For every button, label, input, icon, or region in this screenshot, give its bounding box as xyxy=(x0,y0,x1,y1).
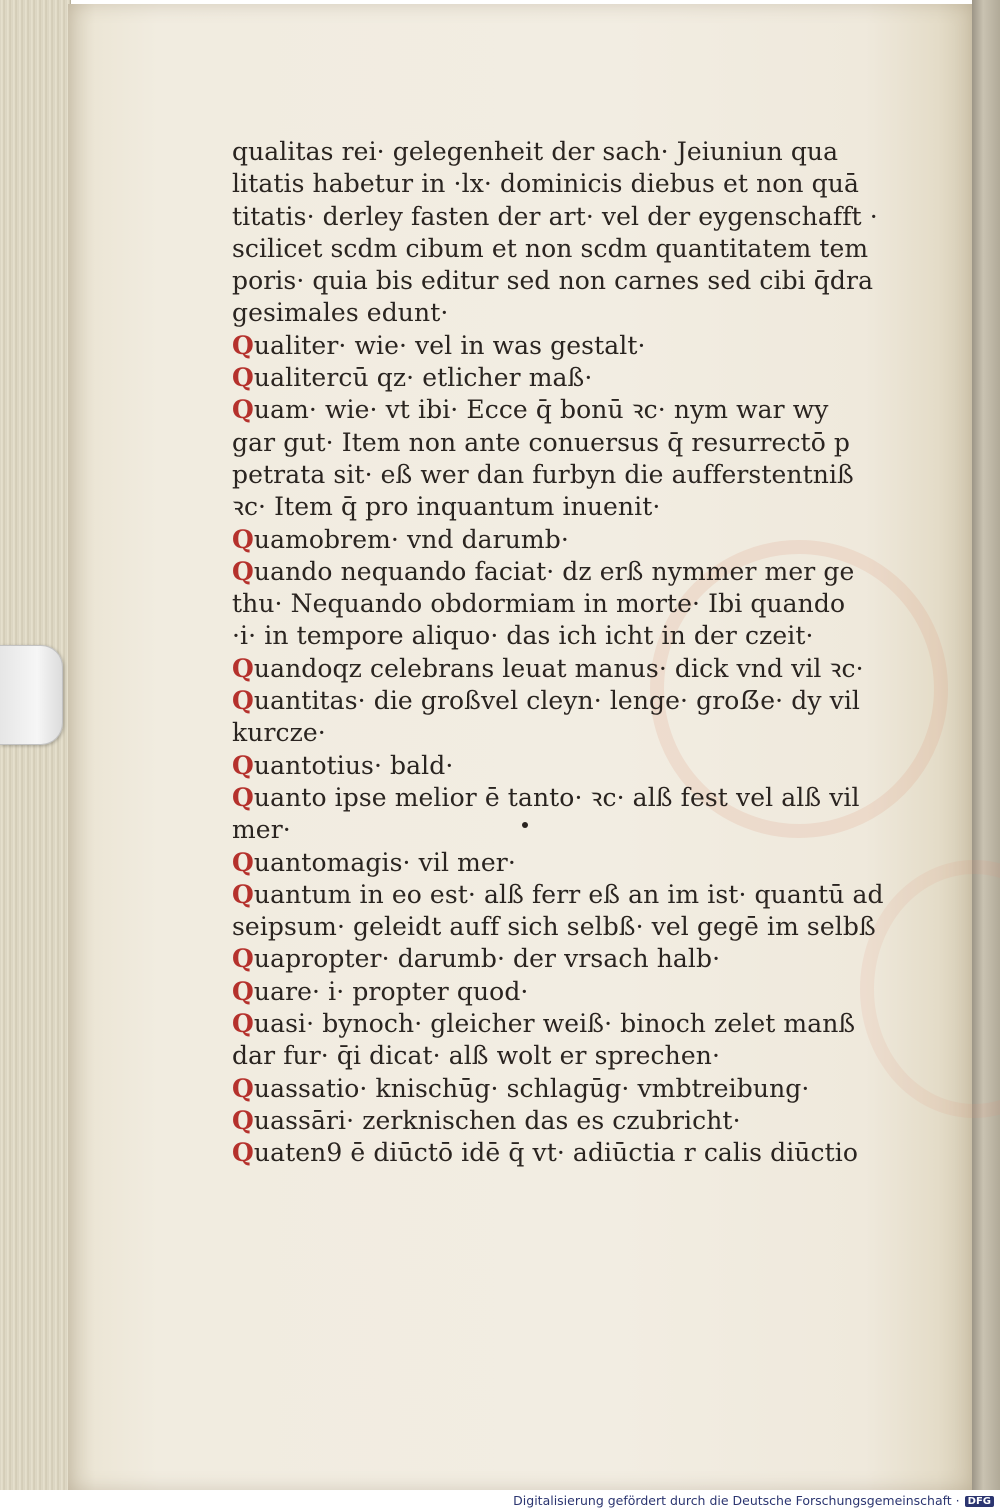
rubricated-initial: Q xyxy=(232,686,254,716)
text-line xyxy=(232,427,880,459)
line-text: dar fur· q̄i dicat· alß wolt er sprechen· xyxy=(232,1041,720,1071)
text-line xyxy=(232,265,880,297)
page-edges xyxy=(0,0,71,1490)
line-text: thu· Nequando obdormiam in morte· Ibi quando xyxy=(232,589,846,619)
text-line xyxy=(232,524,880,556)
line-text: uantotius· bald· xyxy=(253,750,454,780)
line-text: uantum in eo est· alß ferr eß an im ist· quantū ad xyxy=(253,879,884,909)
rubricated-initial: Q xyxy=(232,1105,254,1135)
text-line xyxy=(232,297,880,329)
line-text: uamobrem· vnd darumb· xyxy=(253,524,569,554)
line-text: gar gut· Item non ante conuersus q̄ resurrectō p xyxy=(232,427,850,457)
funding-credit xyxy=(513,1493,994,1508)
text-line xyxy=(232,1137,880,1169)
rubricated-initial: Q xyxy=(232,1073,254,1103)
text-line xyxy=(232,943,880,975)
line-text: mer· xyxy=(232,815,291,845)
text-line xyxy=(232,1040,880,1072)
text-line xyxy=(232,911,880,943)
text-line xyxy=(232,782,880,814)
text-line xyxy=(232,653,880,685)
line-text: uandoqz celebrans leuat manus· dick vnd vil ꝛc· xyxy=(253,653,864,683)
ink-dot xyxy=(522,822,528,828)
text-line xyxy=(232,717,880,749)
rubricated-initial: Q xyxy=(232,524,254,554)
line-text: ualiter· wie· vel in was gestalt· xyxy=(253,330,646,360)
text-line xyxy=(232,1073,880,1105)
line-text: petrata sit· eß wer dan furbyn die aufferstentniß xyxy=(232,459,854,489)
rubricated-initial: Q xyxy=(232,653,254,683)
line-text: uanto ipse melior ē tanto· ꝛc· alß fest vel alß vil xyxy=(253,782,860,812)
rubricated-initial: Q xyxy=(232,879,254,909)
text-line xyxy=(232,620,880,652)
rubricated-initial: Q xyxy=(232,750,254,780)
line-text: uantomagis· vil mer· xyxy=(253,847,516,877)
text-line xyxy=(232,879,884,911)
page-text xyxy=(232,136,884,1170)
text-line xyxy=(232,588,880,620)
line-text: gesimales edunt· xyxy=(232,298,449,328)
line-text: uantitas· die großvel cleyn· lenge· groẞe· dy vil xyxy=(253,686,861,716)
text-line xyxy=(232,168,880,200)
text-line xyxy=(232,685,880,717)
rubricated-initial: Q xyxy=(232,330,254,360)
rubricated-initial: Q xyxy=(232,976,254,1006)
text-line xyxy=(232,394,880,426)
dfg-logo: DFG xyxy=(965,1496,994,1507)
line-text: poris· quia bis editur sed non carnes sed cibi q̄dra xyxy=(232,266,874,296)
text-line xyxy=(232,136,880,168)
credit-text: Digitalisierung gefördert durch die Deutsche Forschungsgemeinschaft · xyxy=(513,1493,960,1508)
text-line xyxy=(232,233,880,265)
line-text: qualitas rei· gelegenheit der sach· Jeiuniun qua xyxy=(232,137,839,166)
rubricated-initial: Q xyxy=(232,363,254,393)
line-text: uando nequando faciat· dz erß nymmer mer ge xyxy=(253,556,855,586)
line-text: uasi· bynoch· gleicher weiß· binoch zelet manß xyxy=(253,1009,856,1039)
text-line xyxy=(232,976,880,1008)
line-text: ·i· in tempore aliquo· das ich icht in der czeit· xyxy=(232,621,814,651)
rubricated-initial: Q xyxy=(232,1009,254,1039)
text-line xyxy=(232,330,880,362)
line-text: litatis habetur in ·lx· dominicis diebus et non quā xyxy=(232,169,859,199)
text-line xyxy=(232,556,880,588)
book-clip xyxy=(0,645,63,745)
rubricated-initial: Q xyxy=(232,1138,254,1168)
text-line xyxy=(232,1008,880,1040)
rubricated-initial: Q xyxy=(232,847,254,877)
text-line xyxy=(232,1105,880,1137)
line-text: kurcze· xyxy=(232,718,326,748)
line-text: titatis· derley fasten der art· vel der eygenschafft · xyxy=(232,201,878,231)
line-text: uaten9 ē diūctō idē q̄ vt· adiūctia r calis diūctio xyxy=(253,1138,858,1168)
rubricated-initial: Q xyxy=(232,782,254,812)
text-line xyxy=(232,847,880,879)
text-line xyxy=(232,362,880,394)
line-text: uare· i· propter quod· xyxy=(253,976,529,1006)
line-text: ꝛc· Item q̄ pro inquantum inuenit· xyxy=(232,492,661,522)
line-text: uassatio· knischūg· schlagūg· vmbtreibung· xyxy=(253,1073,810,1103)
text-line xyxy=(232,491,880,523)
line-text: uapropter· darumb· der vrsach halb· xyxy=(253,944,721,974)
rubricated-initial: Q xyxy=(232,944,254,974)
rubricated-initial: Q xyxy=(232,395,254,425)
line-text: seipsum· geleidt auff sich selbß· vel gegē im selbß xyxy=(232,912,876,942)
text-line xyxy=(232,750,880,782)
rubricated-initial: Q xyxy=(232,556,254,586)
text-line xyxy=(232,201,880,233)
text-line xyxy=(232,814,880,846)
line-text: scilicet scdm cibum et non scdm quantitatem tem xyxy=(232,233,869,263)
line-text: uam· wie· vt ibi· Ecce q̄ bonū ꝛc· nym war wy xyxy=(253,395,829,425)
text-line xyxy=(232,459,880,491)
binding-edge xyxy=(972,0,1000,1490)
line-text: ualitercū qz· etlicher maß· xyxy=(253,363,593,393)
footer-bar xyxy=(0,1490,1000,1511)
line-text: uassāri· zerknischen das es czubricht· xyxy=(253,1105,741,1135)
